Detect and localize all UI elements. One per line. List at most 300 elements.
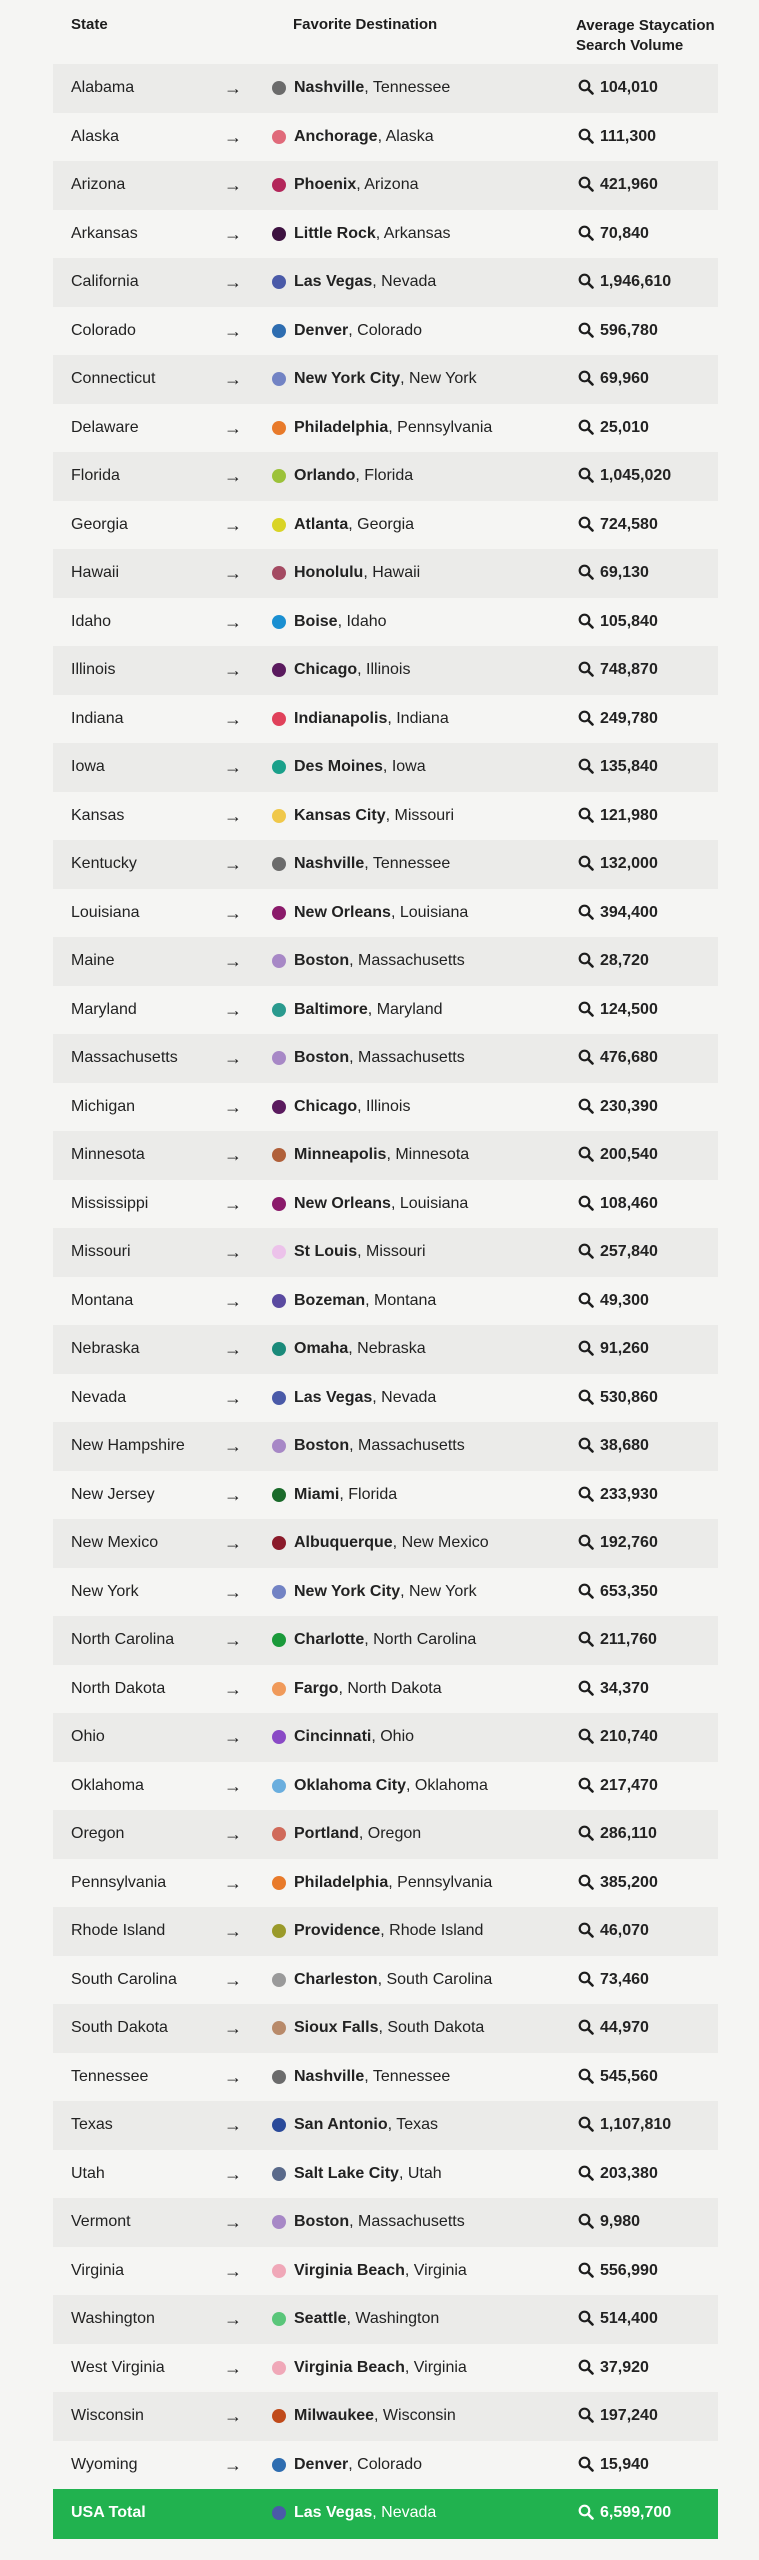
search-volume-value: 9,980 (600, 2213, 641, 2230)
destination (294, 598, 387, 646)
arrow-right-icon: → (224, 417, 242, 438)
destination-city: Phoenix (294, 176, 357, 193)
destination (294, 1131, 469, 1179)
destination (294, 2441, 422, 2489)
state-name: Minnesota (71, 1146, 145, 1163)
destination-color-dot (272, 1003, 286, 1017)
destination-city: Denver (294, 2455, 349, 2473)
state-name: Montana (71, 1291, 134, 1309)
state-column-header: State (71, 16, 108, 33)
search-volume (578, 889, 658, 937)
destination-city: Fargo (294, 1679, 339, 1697)
search-volume (578, 355, 649, 403)
search-volume-value: 91,260 (600, 1340, 649, 1357)
destination (294, 355, 477, 403)
destination-region: , Ohio (371, 1728, 415, 1745)
destination-color-dot (272, 1391, 286, 1405)
search-icon (578, 2068, 594, 2084)
destination (294, 113, 434, 161)
destination (294, 1568, 477, 1616)
destination-color-dot (272, 2070, 286, 2084)
table-row (53, 937, 718, 986)
arrow-right-icon: → (224, 78, 242, 98)
destination-region: , Oregon (358, 1825, 422, 1842)
destination-region: , Georgia (348, 515, 415, 533)
search-icon (578, 1098, 594, 1114)
search-volume (578, 2295, 658, 2343)
destination-city: Miami (294, 1485, 340, 1503)
search-volume-value: 1,045,020 (600, 467, 672, 484)
destination-region: , Louisiana (390, 1194, 469, 1212)
state-name: North Dakota (71, 1679, 166, 1697)
state-name: Wyoming (71, 2455, 138, 2473)
search-icon (578, 1243, 594, 1259)
search-volume-value: 421,960 (600, 176, 658, 193)
destination-city: Boston (294, 1437, 350, 1454)
destination-color-dot (272, 518, 286, 532)
arrow-right-icon: → (224, 175, 242, 195)
destination-region: , Massachusetts (349, 1049, 465, 1066)
arrow-right-icon: → (224, 272, 242, 292)
arrow-right-icon: → (224, 1436, 242, 1456)
destination-region: , Iowa (382, 758, 426, 775)
search-icon (578, 2407, 594, 2423)
destination-city: Charlotte (294, 1631, 365, 1648)
destination-region: , North Dakota (338, 1679, 442, 1697)
table-row (53, 1180, 718, 1229)
search-volume-value: 211,760 (600, 1631, 657, 1648)
state-name: New York (71, 1582, 139, 1600)
search-icon (578, 807, 594, 823)
destination-color-dot (272, 712, 286, 726)
search-icon (578, 2165, 594, 2181)
destination-color-dot (272, 1730, 286, 1744)
destination (294, 1228, 426, 1276)
search-volume-value: 653,350 (600, 1582, 658, 1600)
destination-city: Boston (294, 2213, 350, 2230)
destination-city: Milwaukee (294, 2407, 375, 2424)
search-volume (578, 2004, 649, 2052)
destination-color-dot (272, 372, 286, 386)
arrow-right-icon: → (224, 1872, 242, 1893)
search-volume (578, 1471, 658, 1519)
destination-city: Virginia Beach (294, 2358, 405, 2376)
table-row (53, 1762, 718, 1811)
table-row (53, 161, 718, 210)
destination-color-dot (272, 663, 286, 677)
search-icon (578, 2504, 594, 2520)
state-name: Colorado (71, 321, 136, 339)
destination-region: , Rhode Island (380, 1922, 484, 1939)
search-icon (578, 613, 594, 629)
table-row (53, 2004, 718, 2053)
table-row (53, 1568, 718, 1617)
table-row (53, 1083, 718, 1132)
destination (294, 1616, 476, 1664)
search-volume (578, 210, 649, 258)
table-row (53, 1956, 718, 2005)
destination-region: , Massachusetts (349, 952, 465, 969)
destination (294, 161, 419, 209)
search-volume-value: 203,380 (600, 2164, 658, 2182)
destination-region: , South Dakota (378, 2019, 485, 2036)
arrow-right-icon: → (224, 2212, 242, 2232)
search-icon (578, 710, 594, 726)
search-volume (578, 937, 649, 985)
table-row (53, 64, 718, 113)
state-name: Tennessee (71, 2067, 149, 2085)
search-icon (578, 661, 594, 677)
search-icon (578, 1728, 594, 1744)
table-row (53, 1859, 718, 1908)
search-volume-value: 111,300 (600, 127, 657, 145)
destination-region: , Nevada (372, 1388, 437, 1406)
destination-region: , Florida (339, 1485, 398, 1503)
destination (294, 1519, 489, 1567)
arrow-right-icon: → (224, 2357, 242, 2378)
search-volume (578, 2392, 658, 2440)
state-name: Oklahoma (71, 1776, 144, 1794)
destination-city: Las Vegas (294, 1388, 373, 1406)
state-name: New Hampshire (71, 1437, 185, 1454)
destination-region: , Pennsylvania (388, 418, 493, 436)
search-icon (578, 564, 594, 580)
destination-region: , New York (400, 1582, 477, 1600)
table-row (53, 2392, 718, 2441)
destination-city: Philadelphia (294, 1873, 389, 1891)
destination-region: , Washington (346, 2310, 440, 2327)
state-name: Nebraska (71, 1340, 140, 1357)
destination-color-dot (272, 2506, 286, 2520)
destination-color-dot (272, 954, 286, 968)
search-volume (578, 2053, 658, 2101)
arrow-right-icon: → (224, 1969, 242, 1990)
state-name: South Dakota (71, 2019, 168, 2036)
state-name: California (71, 273, 139, 290)
destination-region: , Nevada (372, 2504, 437, 2521)
arrow-right-icon: → (224, 2406, 242, 2426)
table-row (53, 1665, 718, 1714)
state-name: Nevada (71, 1388, 127, 1406)
destination (294, 1422, 465, 1470)
search-icon (578, 1049, 594, 1065)
table-row (53, 695, 718, 744)
destination-city: Albuquerque (294, 1534, 393, 1551)
search-volume (578, 1810, 657, 1858)
table-row (53, 1228, 718, 1277)
destination-region: , Maryland (367, 1000, 443, 1018)
search-icon (578, 1195, 594, 1211)
table-row (53, 1422, 718, 1471)
destination (294, 210, 451, 258)
state-name: New Jersey (71, 1485, 155, 1503)
table-row (53, 986, 718, 1035)
destination-color-dot (272, 1876, 286, 1890)
arrow-right-icon: → (224, 1290, 242, 1311)
search-volume-value: 108,460 (600, 1194, 658, 1212)
arrow-right-icon: → (224, 563, 242, 583)
table-row (53, 1907, 718, 1956)
destination (294, 1325, 426, 1373)
search-volume (578, 695, 658, 743)
table-row (53, 743, 718, 792)
state-name: Ohio (71, 1728, 105, 1745)
destination-color-dot (272, 2312, 286, 2326)
state-name: North Carolina (71, 1631, 175, 1648)
destination-color-dot (272, 178, 286, 192)
search-volume (578, 2344, 649, 2392)
search-volume-value: 192,760 (600, 1534, 658, 1551)
destination-region: , North Carolina (364, 1631, 477, 1648)
destination-color-dot (272, 1779, 286, 1793)
search-volume-value: 233,930 (600, 1485, 658, 1503)
destination (294, 2344, 467, 2392)
table-row (53, 307, 718, 356)
search-volume-value: 385,200 (600, 1873, 658, 1891)
table-header (53, 0, 718, 64)
destination-city: Boston (294, 1049, 350, 1066)
destination-region: , Idaho (337, 612, 387, 630)
destination-city: New York City (294, 1582, 401, 1600)
search-volume (578, 743, 658, 791)
search-volume (578, 1083, 658, 1131)
state-name: Pennsylvania (71, 1873, 167, 1891)
destination (294, 1762, 488, 1810)
search-volume-value: 73,460 (600, 1970, 649, 1988)
arrow-right-icon: → (224, 1921, 242, 1941)
state-name: Mississippi (71, 1194, 149, 1212)
destination-color-dot (272, 1051, 286, 1065)
volume-header-line2: Search Volume (576, 37, 684, 54)
search-icon (578, 1825, 594, 1841)
arrow-right-icon: → (224, 1096, 242, 1117)
search-volume (578, 1616, 657, 1664)
search-volume (578, 404, 649, 452)
destination (294, 2295, 439, 2343)
search-volume-value: 249,780 (600, 709, 658, 727)
destination-region: , Massachusetts (349, 1437, 465, 1454)
search-icon (578, 1292, 594, 1308)
arrow-right-icon: → (224, 708, 242, 729)
destination-region: , Colorado (348, 321, 423, 339)
destination-color-dot (272, 2361, 286, 2375)
arrow-right-icon: → (224, 1581, 242, 1602)
destination-city: Las Vegas (294, 2504, 373, 2521)
search-volume (578, 2441, 649, 2489)
destination-color-dot (272, 2264, 286, 2278)
search-icon (578, 1340, 594, 1356)
search-icon (578, 176, 594, 192)
table-row (53, 210, 718, 259)
state-name: Rhode Island (71, 1922, 166, 1939)
search-volume-value: 69,130 (600, 564, 649, 581)
state-name: Alabama (71, 79, 135, 96)
search-volume (578, 2101, 671, 2149)
table-row (53, 501, 718, 550)
arrow-right-icon: → (224, 2163, 242, 2184)
search-volume (578, 1956, 649, 2004)
search-volume (578, 1325, 649, 1373)
destination-city: New Orleans (294, 1194, 391, 1212)
destination-city: Seattle (294, 2310, 347, 2327)
destination-city: Kansas City (294, 806, 386, 824)
table-row (53, 1616, 718, 1665)
table-row (53, 598, 718, 647)
arrow-right-icon: → (224, 2309, 242, 2329)
destination-region: , Colorado (348, 2455, 423, 2473)
destination-city: New Orleans (294, 903, 391, 921)
state-name: Georgia (71, 515, 128, 533)
destination-color-dot (272, 566, 286, 580)
destination-color-dot (272, 130, 286, 144)
destination-city: Honolulu (294, 564, 364, 581)
destination-city: Cincinnati (294, 1728, 372, 1745)
search-volume-value: 230,390 (600, 1097, 658, 1115)
destination-region: , Minnesota (386, 1146, 470, 1163)
destination (294, 1859, 492, 1907)
state-name: Utah (71, 2164, 105, 2182)
state-name: Alaska (71, 127, 120, 145)
destination (294, 258, 436, 306)
destination-color-dot (272, 1536, 286, 1550)
destination (294, 792, 454, 840)
search-icon (578, 1001, 594, 1017)
search-icon (578, 1389, 594, 1405)
search-volume-value: 748,870 (600, 661, 658, 678)
search-volume-value: 28,720 (600, 952, 649, 969)
destination (294, 404, 492, 452)
destination-city: Baltimore (294, 1000, 368, 1018)
search-icon (578, 1922, 594, 1938)
table-body (53, 64, 718, 2539)
state-name: Kentucky (71, 855, 137, 872)
destination-region: , South Carolina (377, 1970, 493, 1988)
arrow-right-icon: → (224, 1775, 242, 1796)
search-volume (578, 840, 658, 888)
arrow-right-icon: → (224, 2115, 242, 2135)
destination-region: , Texas (387, 2116, 439, 2133)
arrow-right-icon: → (224, 1630, 242, 1650)
search-icon (578, 273, 594, 289)
arrow-right-icon: → (224, 514, 242, 535)
destination-color-dot (272, 227, 286, 241)
search-volume (578, 1277, 649, 1325)
destination-color-dot (272, 1924, 286, 1938)
destination-region: , New Mexico (392, 1534, 489, 1551)
arrow-right-icon: → (224, 660, 242, 680)
destination (294, 1277, 436, 1325)
search-icon (578, 952, 594, 968)
destination-color-dot (272, 1973, 286, 1987)
search-volume (578, 792, 658, 840)
search-volume (578, 1568, 658, 1616)
destination-region: , Louisiana (390, 903, 469, 921)
destination-color-dot (272, 1148, 286, 1162)
search-icon (578, 1777, 594, 1793)
destination-region: , Tennessee (364, 2067, 451, 2085)
destination-column-header: Favorite Destination (293, 16, 438, 33)
destination-region: , Illinois (357, 661, 411, 678)
destination (294, 1471, 397, 1519)
destination-city: Boston (294, 952, 350, 969)
destination (294, 1907, 483, 1955)
destination-region: , Florida (355, 467, 414, 484)
destination-city: Chicago (294, 661, 358, 678)
destination-color-dot (272, 1827, 286, 1841)
destination-city: Portland (294, 1825, 359, 1842)
destination-city: Nashville (294, 79, 365, 96)
search-icon (578, 419, 594, 435)
destination-region: , New York (400, 370, 477, 387)
destination (294, 986, 443, 1034)
search-volume-value: 476,680 (600, 1049, 658, 1066)
arrow-right-icon: → (224, 611, 242, 632)
table-row (53, 2101, 718, 2150)
destination (294, 452, 413, 500)
search-volume (578, 1519, 658, 1567)
search-volume (578, 258, 671, 306)
search-volume-value: 724,580 (600, 515, 658, 533)
search-volume-value: 217,470 (600, 1776, 658, 1794)
search-volume-value: 15,940 (600, 2455, 649, 2473)
search-icon (578, 128, 594, 144)
arrow-right-icon: → (224, 1727, 242, 1747)
table-row (53, 1519, 718, 1568)
destination (294, 1034, 465, 1082)
search-volume (578, 1180, 658, 1228)
search-icon (578, 1583, 594, 1599)
destination (294, 646, 410, 694)
state-name: Michigan (71, 1097, 136, 1115)
search-icon (578, 2213, 594, 2229)
search-volume-value: 286,110 (600, 1825, 657, 1842)
destination-region: , Hawaii (363, 564, 421, 581)
destination-region: , Tennessee (364, 855, 451, 872)
destination-color-dot (272, 809, 286, 823)
destination-city: San Antonio (294, 2116, 388, 2133)
destination (294, 1810, 421, 1858)
search-icon (578, 1146, 594, 1162)
search-icon (578, 2456, 594, 2472)
destination-city: Nashville (294, 2067, 365, 2085)
destination-city: Boise (294, 612, 338, 630)
arrow-right-icon: → (224, 2066, 242, 2087)
search-icon (578, 1486, 594, 1502)
table-row (53, 1131, 718, 1180)
destination (294, 549, 420, 597)
search-volume (578, 501, 658, 549)
search-volume-value: 105,840 (600, 612, 658, 630)
table-row (53, 258, 718, 307)
total-row (53, 2489, 718, 2539)
table-row (53, 2198, 718, 2247)
table-row (53, 889, 718, 938)
destination-region: , Virginia (404, 2261, 467, 2279)
table-row (53, 1277, 718, 1326)
destination (294, 1180, 468, 1228)
search-icon (578, 516, 594, 532)
search-volume-value: 70,840 (600, 224, 649, 242)
destination-color-dot (272, 1585, 286, 1599)
destination-city: Virginia Beach (294, 2261, 405, 2279)
search-volume-value: 514,400 (600, 2310, 658, 2327)
destination (294, 840, 450, 888)
search-icon (578, 322, 594, 338)
destination (294, 64, 450, 112)
table-row (53, 549, 718, 598)
destination (294, 1374, 436, 1422)
destination-city: Orlando (294, 467, 356, 484)
